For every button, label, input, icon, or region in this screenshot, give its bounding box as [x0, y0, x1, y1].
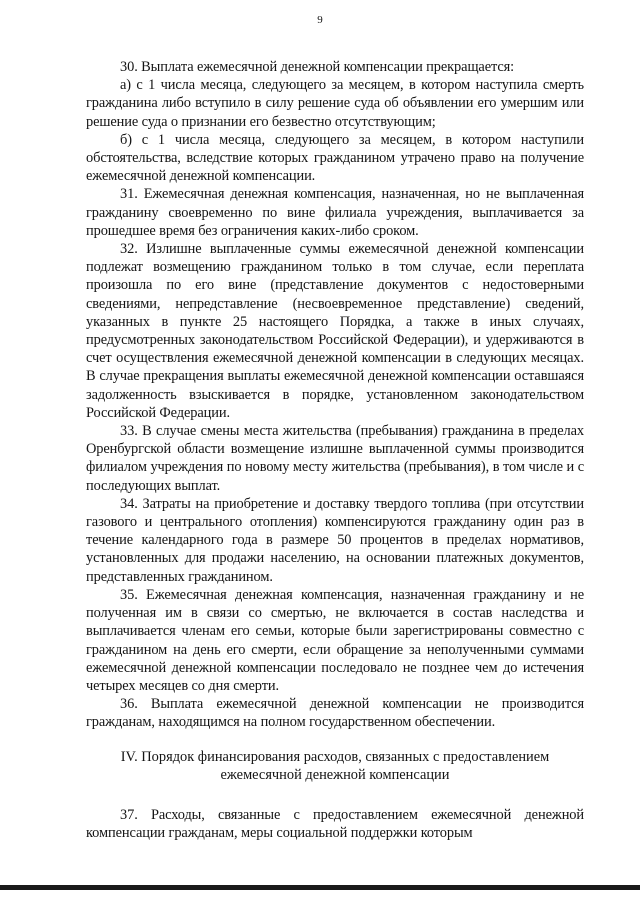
- paragraph-36: 36. Выплата ежемесячной денежной компенсации не производится гражданам, находящимся на полном государственном обеспечении.: [86, 696, 584, 731]
- paragraph-31: 31. Ежемесячная денежная компенсация, назначенная, но не выплаченная гражданину своевременно по вине филиала учреждения, выплачивается за прошедшее время без ограничения каких-либо сроком.: [86, 186, 584, 239]
- paragraph-34: 34. Затраты на приобретение и доставку твердого топлива (при отсутствии газового и центрального отопления) компенсируются гражданину один раз в течение календарного года в размере 50 процентов в пределах нормативов, установленных для продажи населению, на основании платежных документов, представленных гражданином.: [86, 495, 584, 585]
- paragraph-35: 35. Ежемесячная денежная компенсация, назначенная гражданину и не полученная им в связи со смертью, не включается в состав наследства и выплачивается членам его семьи, которые были зарегистрированы совместно с гражданином на день его смерти, если обращение за неполученными суммами ежемесячной денежной компенсации последовало не позднее чем до истечения четырех месяцев со дня смерти.: [86, 586, 584, 694]
- paragraph-30b: б) с 1 числа месяца, следующего за месяцем, в котором наступили обстоятельства, вследствие которых гражданином утрачено право на получение ежемесячной денежной компенсации.: [86, 131, 584, 185]
- section-heading-line-1: IV. Порядок финансирования расходов, связанных с предоставлением: [120, 748, 550, 765]
- bottom-border-rule: [0, 885, 640, 890]
- paragraph-30a: а) с 1 числа месяца, следующего за месяцем, в котором наступила смерть гражданина либо вступило в силу решение суда об объявлении его умершим или решение суда о признании его безвестно отсутствующим;: [86, 77, 584, 130]
- paragraph-30: 30. Выплата ежемесячной денежной компенсации прекращается:: [120, 59, 515, 75]
- document-body: [86, 58, 584, 842]
- paragraph-33: 33. В случае смены места жительства (пребывания) гражданина в пределах Оренбургской области возмещение излишне выплаченной суммы производится филиалом учреждения по новому месту жительства (пребывания), в том числе и с последующих выплат.: [86, 423, 584, 494]
- section-heading: [86, 748, 584, 784]
- section-heading-line-2: ежемесячной денежной компенсации: [220, 766, 450, 783]
- page-number: 9: [317, 14, 323, 26]
- paragraph-32: 32. Излишне выплаченные суммы ежемесячной денежной компенсации подлежат возмещению гражданином только в том случае, если переплата произошла по его вине (представление документов с недостоверными сведениями, непредставление (несвоевременное представление) сведений, указанных в пункте 25 настоящего Порядка, а также в иных случаях, предусмотренных законодательством Российской Федерации), и удерживаются в счет осуществления ежемесячной денежной компенсации в следующих месяцах. В случае прекращения выплаты ежемесячной денежной компенсации оставшаяся задолженность взыскивается в порядке, установленном законодательством Российской Федерации.: [86, 241, 584, 421]
- paragraph-37: 37. Расходы, связанные с предоставлением ежемесячной денежной компенсации гражданам, меры социальной поддержки которым: [86, 806, 584, 842]
